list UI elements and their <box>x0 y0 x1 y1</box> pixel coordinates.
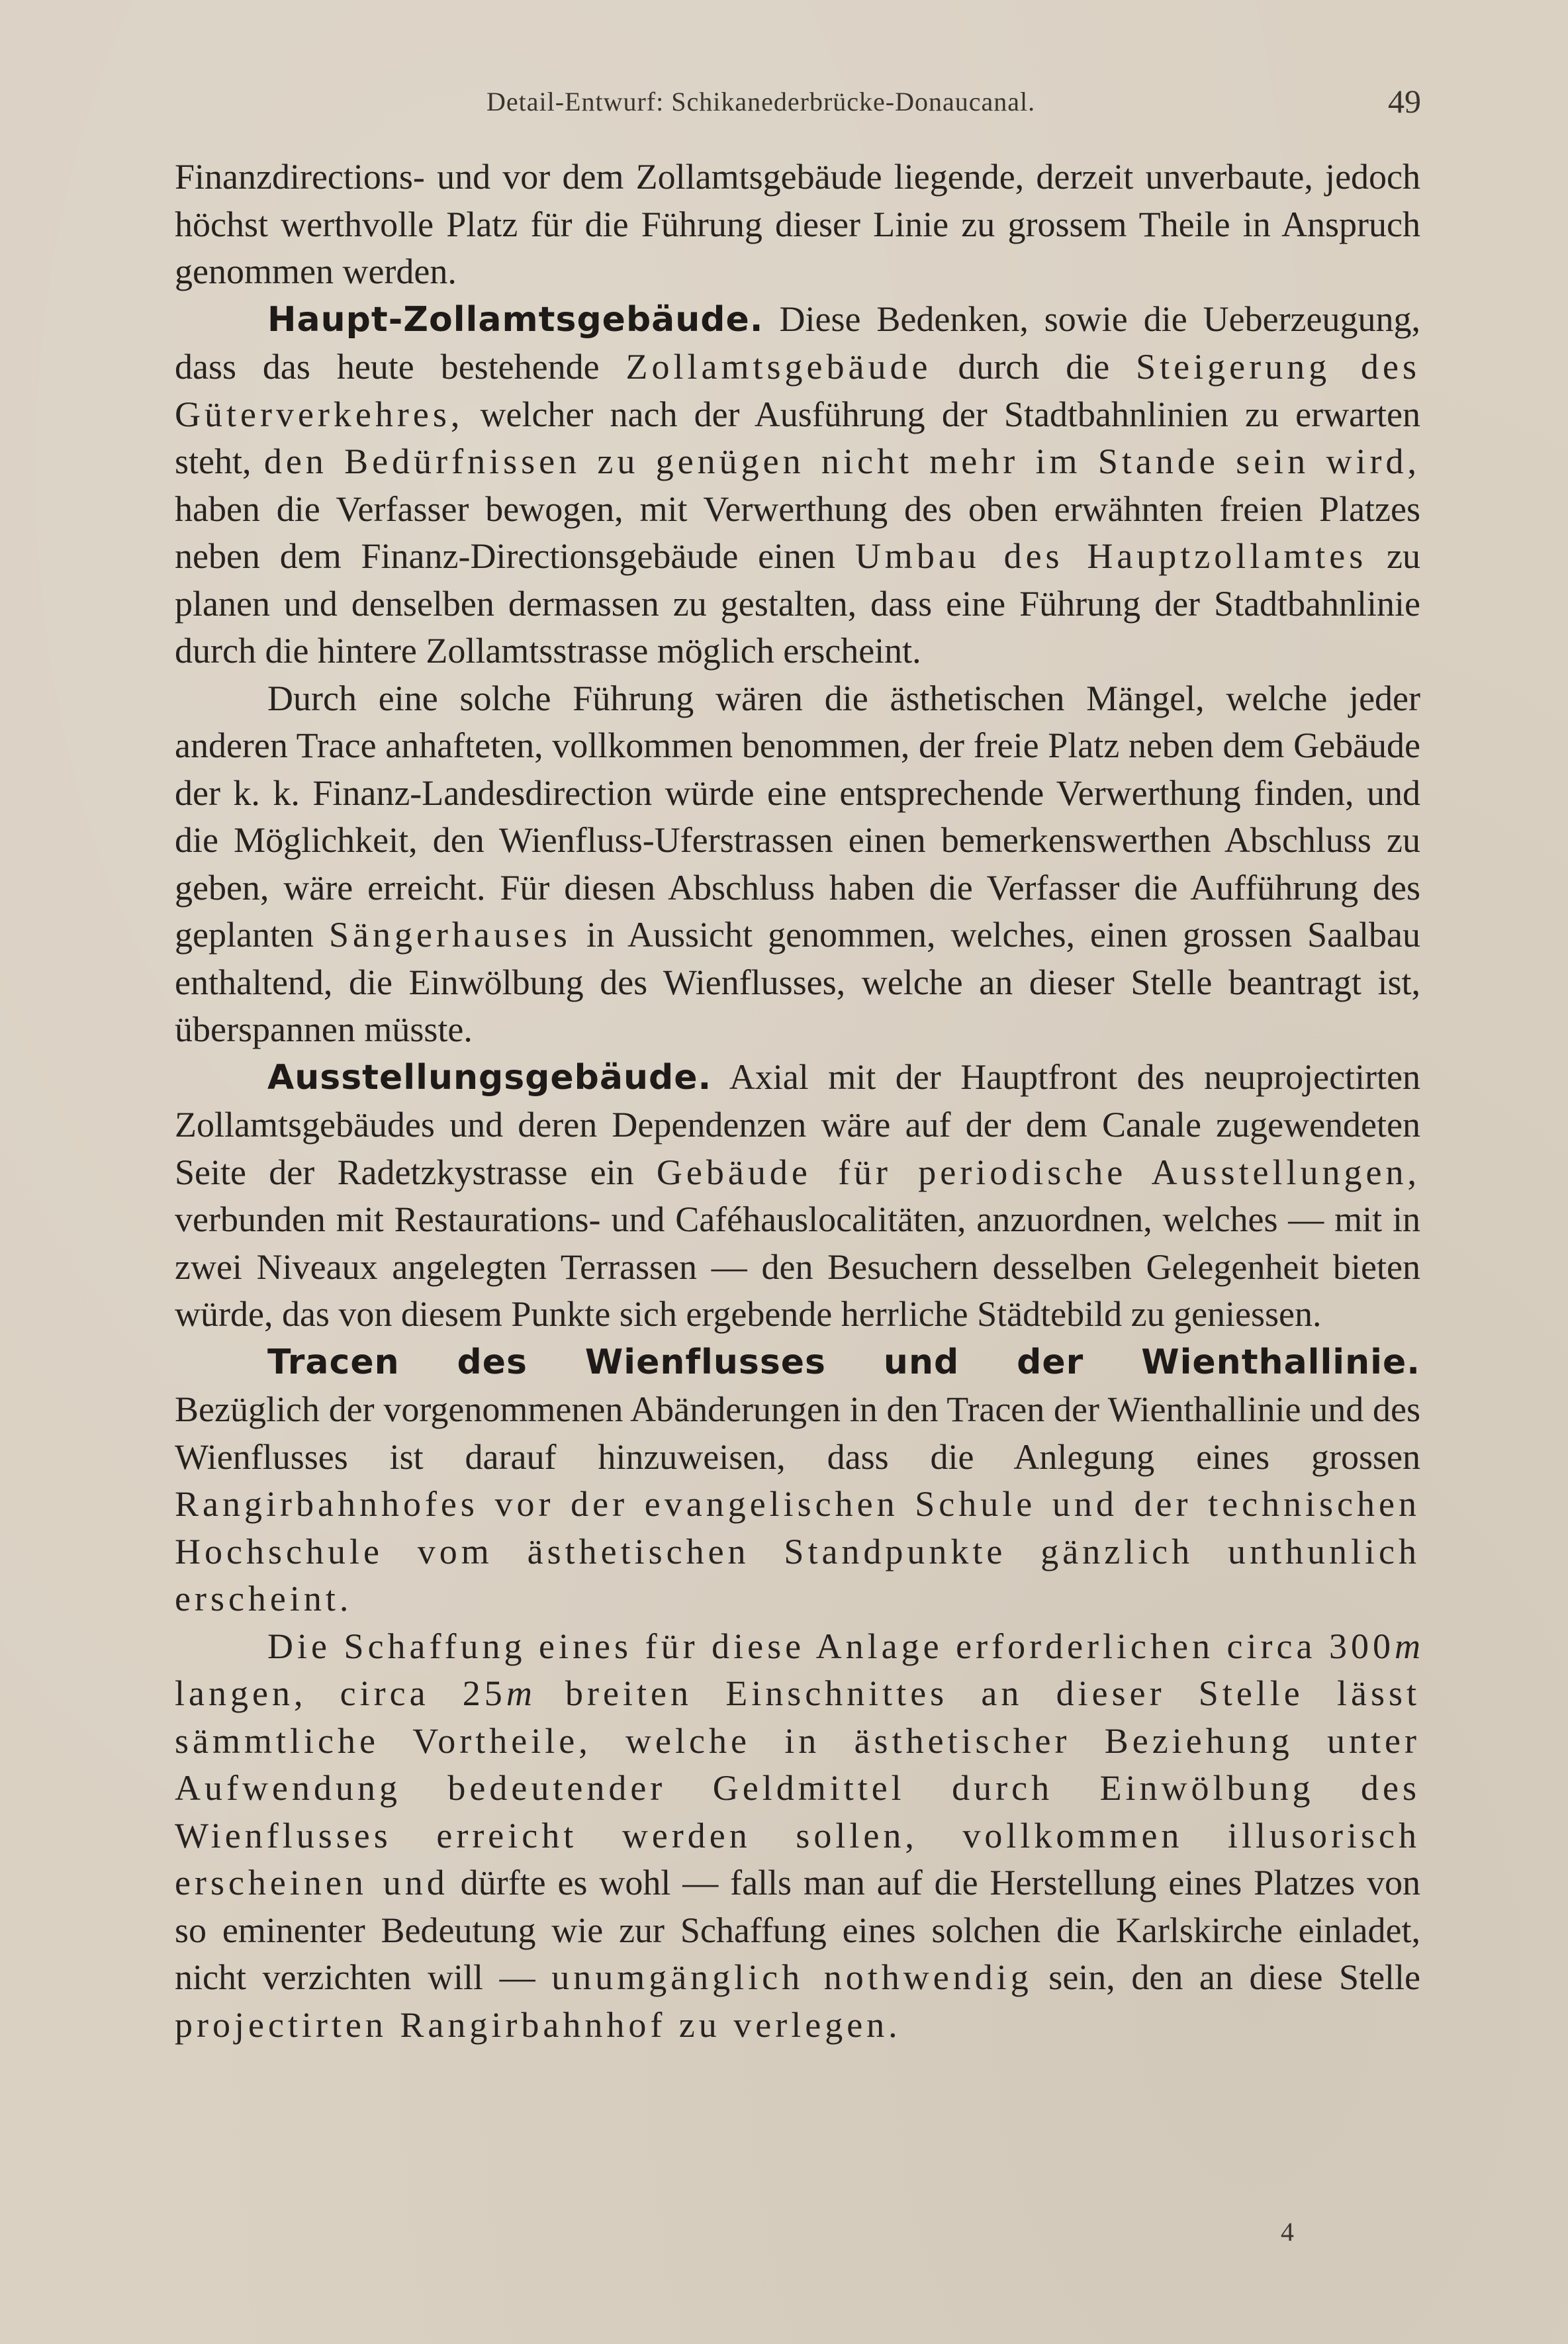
paragraph-1-text: Finanzdirections- und vor dem Zollamtsgebäude liegende, derzeit unverbaute, jedoch höchst werthvolle Platz für die Führung dieser Linie zu grossem Theile in Anspruch genommen werden. <box>175 157 1420 291</box>
signature-mark: 4 <box>1281 2217 1294 2247</box>
paragraph-5: Bezüglich der vorgenommenen Abänderungen in den Tracen der Wienthallinie und des Wienflusses ist darauf hinzuweisen, dass die Anlegung eines grossen Rangirbahnhofes vor der evangelischen Schule und der technischen Hochschule vom ästhetischen Standpunkte gänzlich unthunlich erscheint. <box>175 1389 1420 1618</box>
heading-tracen: Tracen des Wienflusses und der Wienthallinie. <box>267 1342 1420 1382</box>
paragraph-2: Haupt-Zollamtsgebäude. Diese Bedenken, sowie die Ueberzeugung, dass das heute bestehende Zollamtsgebäude durch die Steigerung des Güterverkehres, welcher nach der Ausführung der Stadtbahnlinien zu erwarten steht, den Bedürfnissen zu genügen nicht mehr im Stande sein wird, haben die Verfasser bewogen, mit Verwerthung des oben erwähnten freien Platzes neben dem Finanz-Directionsgebäude einen Umbau des Hauptzollamtes zu planen und denselben dermassen zu gestalten, dass eine Führung der Stadtbahnlinie durch die hintere Zollamtsstrasse möglich erscheint. <box>175 299 1421 671</box>
running-title: Detail-Entwurf: Schikanederbrücke-Donaucanal. <box>486 87 1036 117</box>
paragraph-5-heading-line <box>175 1338 1420 1387</box>
paragraph-4: Ausstellungsgebäude. Axial mit der Hauptfront des neuprojectirten Zollamtsgebäudes und deren Dependenzen wäre auf der dem Canale zugewendeten Seite der Radetzkystrasse ein Gebäude für periodische Ausstellungen, verbunden mit Restaurations- und Caféhauslocalitäten, anzuordnen, welches — mit in zwei Niveaux angelegten Terrassen — den Besuchern desselben Gelegenheit bieten würde, das von diesem Punkte sich ergebende herrliche Städtebild zu geniessen. <box>175 1056 1420 1334</box>
heading-ausstellungsgebaeude: Ausstellungsgebäude. <box>267 1057 712 1098</box>
page-number: 49 <box>1388 83 1421 120</box>
body-text <box>175 154 1420 2049</box>
unit-metre: m <box>1395 1626 1420 1666</box>
heading-haupt-zollamtsgebaeude: Haupt-Zollamtsgebäude. <box>267 299 764 340</box>
paragraph-3: Durch eine solche Führung wären die ästhetischen Mängel, welche jeder anderen Trace anhafteten, vollkommen benommen, der freie Platz neben dem Gebäude der k. k. Finanz-Landesdirection würde eine entsprechende Verwerthung finden, und die Möglichkeit, den Wienfluss-Uferstrassen einen bemerkenswerthen Abschluss zu geben, wäre erreicht. Für diesen Abschluss haben die Verfasser die Aufführung des geplanten Sängerhauses in Aussicht genommen, welches, einen grossen Saalbau enthaltend, die Einwölbung des Wienflusses, welche an dieser Stelle beantragt ist, überspannen müsste. <box>175 678 1420 1049</box>
paragraph-6: Die Schaffung eines für diese Anlage erforderlichen circa 300m langen, circa 25m breiten Einschnittes an dieser Stelle lässt sämmtliche Vortheile, welche in ästhetischer Beziehung unter Aufwendung bedeutender Geldmittel durch Einwölbung des Wienflusses erreicht werden sollen, vollkommen illusorisch erscheinen und dürfte es wohl — falls man auf die Herstellung eines Platzes von so eminenter Bedeutung wie zur Schaffung eines solchen die Karlskirche einladet, nicht verzichten will — unumgänglich nothwendig sein, den an diese Stelle projectirten Rangirbahnhof zu verlegen. <box>175 1626 1421 2045</box>
unit-metre: m <box>506 1673 532 1713</box>
paragraph-1 <box>175 154 1420 296</box>
